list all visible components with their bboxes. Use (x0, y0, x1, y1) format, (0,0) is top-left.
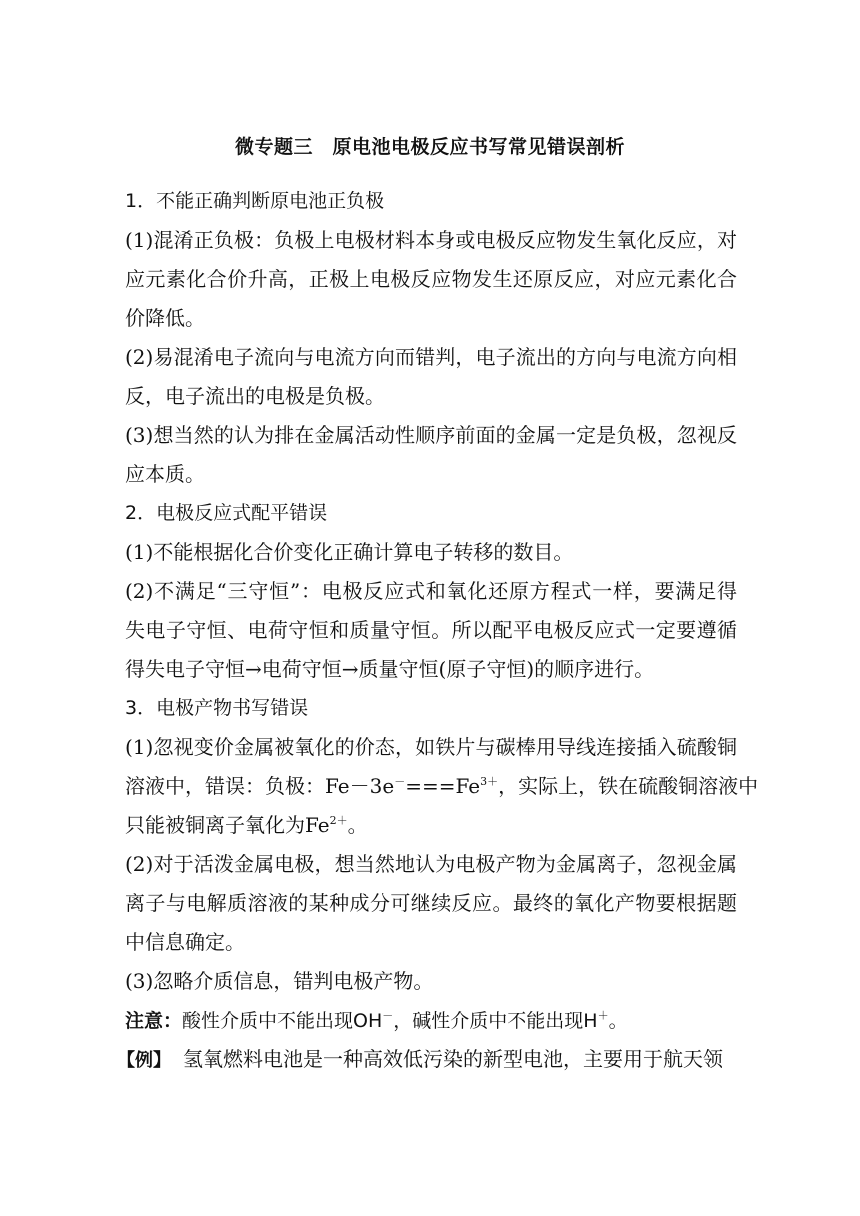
s1-p2-line2: 反，电子流出的电极是负极。 (125, 384, 385, 408)
fe3-charge-superscript: 3＋ (480, 775, 499, 788)
s3-p1-line2-text-c: ，实际上，铁在硫酸铜溶液中 (498, 774, 759, 798)
page-title: 微专题三 原电池电极反应书写常见错误剖析 (234, 136, 625, 158)
electron-charge-superscript: － (394, 775, 406, 788)
s2-p2-line2: 失电子守恒、电荷守恒和质量守恒。所以配平电极反应式一定要遵循 (125, 618, 737, 642)
s1-p3-line1: (3)想当然的认为排在金属活动性顺序前面的金属一定是负极，忽视反 (125, 423, 737, 447)
oh-charge-superscript: － (382, 1009, 394, 1022)
s3-p2-line3: 中信息确定。 (125, 930, 245, 954)
note-label: 注意： (125, 1010, 183, 1032)
note-text-a: 酸性介质中不能出现OH (182, 1010, 383, 1032)
example-tag: 【例】 (117, 1050, 171, 1071)
s1-p1-line2: 应元素化合价升高，正极上电极反应物发生还原反应，对应元素化合 (125, 267, 737, 291)
s1-p2-line1: (2)易混淆电子流向与电流方向而错判，电子流出的方向与电流方向相 (125, 345, 737, 369)
section-1-heading: 1．不能正确判断原电池正负极 (125, 190, 385, 212)
s2-p2-line1: (2)不满足“三守恒”：电极反应式和氧化还原方程式一样，要满足得 (125, 579, 737, 603)
s2-p1-line1: (1)不能根据化合价变化正确计算电子转移的数目。 (125, 540, 574, 564)
s3-p1-line3-text-a: 只能被铜离子氧化为Fe (125, 813, 330, 837)
document-body (117, 182, 759, 1079)
s1-p1-line1: (1)混淆正负极：负极上电极材料本身或电极反应物发生氧化反应，对 (125, 228, 737, 252)
s3-p1-line3-text-b: 。 (347, 813, 368, 837)
s3-p1-line2-text-b: ===Fe (405, 774, 481, 798)
s3-p1-line2 (125, 767, 759, 806)
note-text-c: 。 (608, 1010, 628, 1032)
fe2-charge-superscript: 2＋ (329, 814, 348, 827)
s3-p3-line1: (3)忽略介质信息，错判电极产物。 (125, 969, 434, 993)
example-text: 氢氧燃料电池是一种高效低污染的新型电池，主要用于航天领 (183, 1047, 723, 1071)
section-3-heading: 3．电极产物书写错误 (125, 697, 309, 719)
example-line (117, 1040, 737, 1079)
h-charge-superscript: ＋ (597, 1009, 609, 1022)
section-2-heading: 2．电极反应式配平错误 (125, 502, 328, 524)
s3-p1-line2-text-a: 溶液中，错误：负极：Fe－3e (125, 774, 395, 798)
s3-p2-line1: (2)对于活泼金属电极，想当然地认为电极产物为金属离子，忽视金属 (125, 852, 737, 876)
note-text-b: ，碱性介质中不能出现H (393, 1010, 598, 1032)
s3-p2-line2: 离子与电解质溶液的某种成分可继续反应。最终的氧化产物要根据题 (125, 891, 737, 915)
s2-p2-line3: 得失电子守恒→电荷守恒→质量守恒(原子守恒)的顺序进行。 (125, 657, 655, 681)
note-line (125, 1001, 737, 1040)
s3-p1-line1: (1)忽视变价金属被氧化的价态，如铁片与碳棒用导线连接插入硫酸铜 (125, 735, 737, 759)
s3-p1-line3 (125, 806, 737, 845)
s1-p1-line3: 价降低。 (125, 306, 205, 330)
s1-p3-line2: 应本质。 (125, 462, 205, 486)
